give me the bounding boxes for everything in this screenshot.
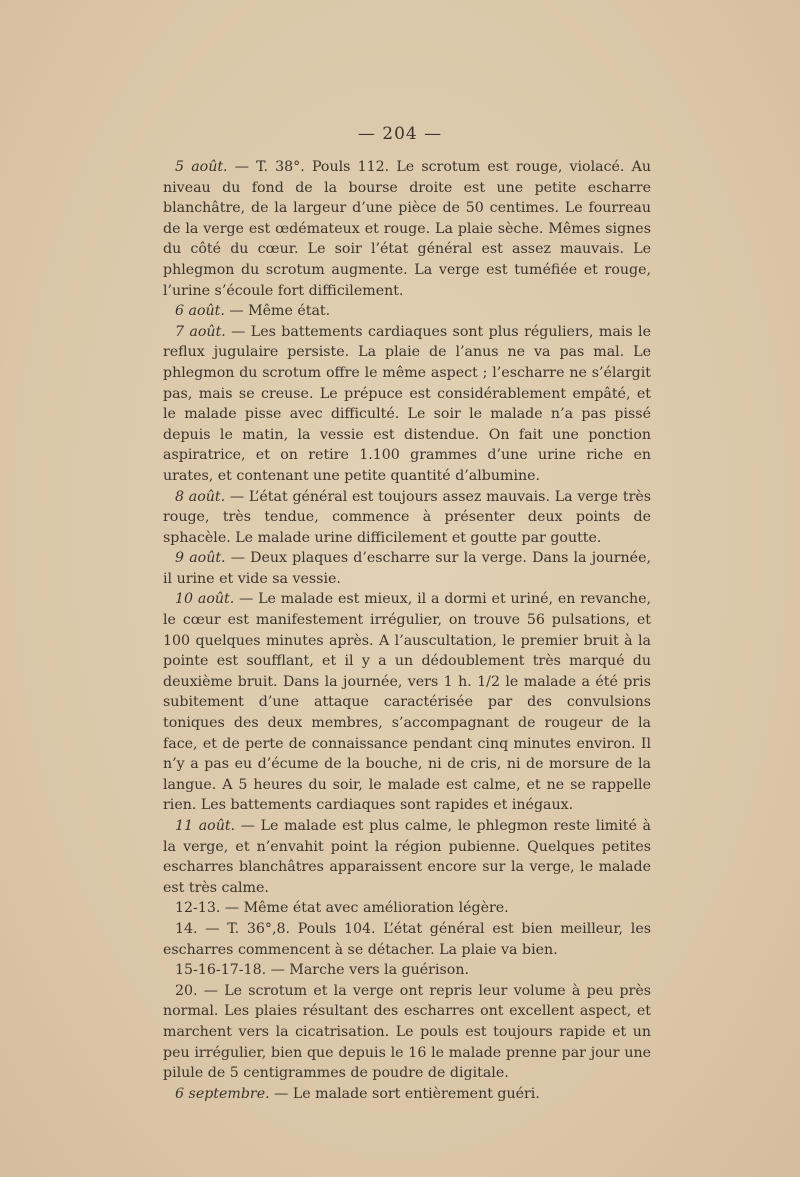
journal-entry (163, 816, 651, 898)
entry-date: 11 août. (175, 818, 236, 834)
journal-entry (163, 157, 651, 301)
entry-date: 9 août. (175, 550, 226, 567)
entry-date: 5 août. (175, 159, 228, 175)
entry-date: 6 septembre. (175, 1085, 270, 1102)
entry-date: 7 août. (175, 323, 226, 340)
page-number: — 204 — (357, 124, 443, 144)
journal-entry (163, 487, 651, 549)
entry-text: 20. — Le scrotum et la verge ont repris leur volume à peu près normal. Les plaies résultant des escharres ont excellent aspect, et marchent vers la cicatrisation. Le pouls est toujours rapide et un peu irrégulier, bien que depuis le 16 le malade prenne par jour une pilule de 5 centigrammes de poudre de digitale. (163, 982, 651, 1082)
journal-entry (163, 589, 651, 816)
entry-text: — Deux plaques d’escharre sur la verge. Dans la journée, il urine et vide sa vessie. (163, 550, 651, 587)
entry-text: — L’état général est toujours assez mauvais. La verge très rouge, très tendue, commence à présenter deux points de sphacèle. Le malade urine difficilement et goutte par goutte. (163, 488, 651, 546)
journal-entry (163, 898, 651, 919)
journal-entry (163, 919, 651, 960)
entry-text: — Le malade est mieux, il a dormi et uriné, en revanche, le cœur est manifestement irrégulier, on trouve 56 pulsations, et 100 quelques minutes après. A l’auscultation, le premier bruit à la pointe est soufflant, et il y a un dédoublement très marqué du deuxième bruit. Dans la journée, vers 1 h. 1/2 le malade a été pris subitement d’une attaque caractérisée par des convulsions toniques des deux membres, s’accompagnant de rougeur de la face, et de perte de connaissance pendant cinq minutes environ. Il n’y a pas eu d’écume de la bouche, ni de cris, ni de morsure de la langue. A 5 heures du soir, le malade est calme, et ne se rappelle rien. Les battements cardiaques sont rapides et inégaux. (163, 591, 651, 814)
entry-date: 6 août. (175, 303, 225, 320)
journal-entry (163, 981, 651, 1084)
body-text (163, 157, 651, 1104)
entry-date: 10 août. (175, 591, 235, 608)
entry-text: — Le malade est plus calme, le phlegmon reste limité à la verge, et n’envahit point la région pubienne. Quelques petites escharres blanchâtres apparaissent encore sur la verge, le malade est très calme. (163, 818, 651, 896)
entry-text: 12-13. — Même état avec amélioration légère. (175, 900, 509, 917)
entry-date: 8 août. (175, 488, 226, 505)
journal-entry (163, 548, 651, 589)
entry-text: 15-16-17-18. — Marche vers la guérison. (175, 962, 469, 979)
entry-text: — T. 38°. Pouls 112. Le scrotum est rouge, violacé. Au niveau du fond de la bourse droite est une petite escharre blanchâtre, de la largeur d’une pièce de 50 centimes. Le fourreau de la verge est œdémateux et rouge. La plaie sèche. Mêmes signes du côté du cœur. Le soir l’état général est assez mauvais. Le phlegmon du scrotum augmente. La verge est tuméfiée et rouge, l’urine s’écoule fort difficilement. (163, 159, 651, 299)
journal-entry (163, 1084, 651, 1105)
journal-entry (163, 322, 651, 487)
entry-text: 14. — T. 36°,8. Pouls 104. L’état général est bien meilleur, les escharres commencent à se détacher. La plaie va bien. (163, 920, 651, 958)
journal-entry (163, 960, 651, 981)
journal-entry (163, 301, 651, 322)
entry-text: — Le malade sort entièrement guéri. (269, 1085, 540, 1102)
entry-text: — Les battements cardiaques sont plus réguliers, mais le reflux jugulaire persiste. La plaie de l’anus ne va pas mal. Le phlegmon du scrotum offre le même aspect ; l’escharre ne s’élargit pas, mais se creuse. Le prépuce est considérablement empâté, et le malade pisse avec difficulté. Le soir le malade n’a pas pissé depuis le matin, la vessie est distendue. On fait une ponction aspiratrice, et on retire 1.100 grammes d’une urine riche en urates, et contenant une petite quantité d’albumine. (163, 323, 651, 484)
entry-text: — Même état. (224, 303, 331, 320)
